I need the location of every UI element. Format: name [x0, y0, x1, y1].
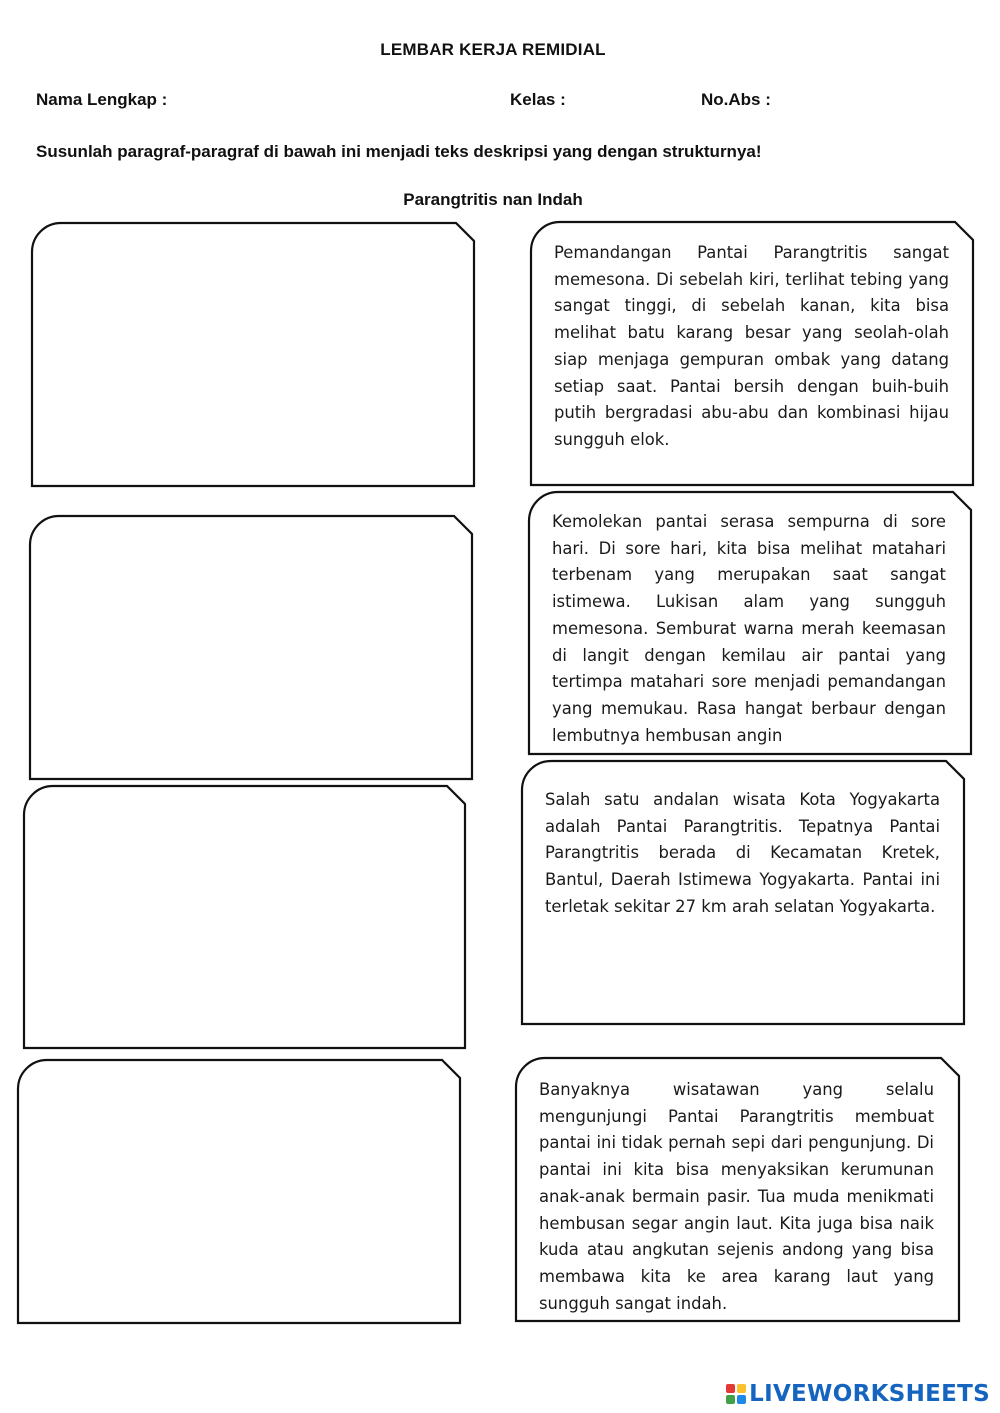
paragraph-card-4[interactable] [515, 1057, 960, 1322]
name-label: Nama Lengkap : [36, 90, 168, 109]
worksheet-title: LEMBAR KERJA REMIDIAL [380, 40, 606, 59]
liveworksheets-logo [726, 1381, 990, 1407]
paragraph-card-2[interactable] [528, 491, 972, 755]
class-label: Kelas : [510, 90, 566, 109]
instruction-text: Susunlah paragraf-paragraf di bawah ini menjadi teks deskripsi yang dengan strukturnya! [36, 142, 762, 161]
answer-box-1[interactable] [31, 222, 475, 487]
paragraph-card-3[interactable] [521, 760, 965, 1025]
paragraph-card-1[interactable] [530, 221, 974, 486]
text-title: Parangtritis nan Indah [403, 190, 583, 209]
answer-box-2[interactable] [29, 515, 473, 780]
paragraph-text: Kemolekan pantai serasa sempurna di sore hari. Di sore hari, kita bisa melihat matahari terbenam yang merupakan saat sangat istimewa. Lukisan alam yang sungguh memesona. Semburat warna merah keemasan di langit dengan kemilau air pantai yang tertimpa matahari sore menjadi pemandangan yang memukau. Rasa hangat berbaur dengan lembutnya hembusan angin [552, 512, 946, 745]
answer-box-4[interactable] [17, 1059, 461, 1324]
paragraph-text: Banyaknya wisatawan yang selalu mengunjungi Pantai Parangtritis membuat pantai ini tidak pernah sepi dari pengunjung. Di pantai ini kita bisa menyaksikan kerumunan anak-anak bermain pasir. Tua muda menikmati hembusan segar angin laut. Kita juga bisa naik kuda atau angkutan sejenis andong yang bisa membawa kita ke area karang laut yang sungguh sangat indah. [539, 1080, 934, 1313]
paragraph-text: Salah satu andalan wisata Kota Yogyakarta adalah Pantai Parangtritis. Tepatnya Pantai Parangtritis berada di Kecamatan Kretek, Bantul, Daerah Istimewa Yogyakarta. Pantai ini terletak sekitar 27 km arah selatan Yogyakarta. [545, 790, 940, 916]
liveworksheets-mark-icon [726, 1384, 746, 1404]
logo-text: LIVEWORKSHEETS [749, 1381, 990, 1407]
number-label: No.Abs : [701, 90, 771, 109]
paragraph-text: Pemandangan Pantai Parangtritis sangat memesona. Di sebelah kiri, terlihat tebing yang sangat tinggi, di sebelah kanan, kita bisa melihat batu karang besar yang seolah-olah siap menjaga gempuran ombak yang datang setiap saat. Pantai bersih dengan buih-buih putih bergradasi abu-abu dan kombinasi hijau sungguh elok. [554, 243, 949, 449]
answer-box-3[interactable] [23, 785, 466, 1049]
